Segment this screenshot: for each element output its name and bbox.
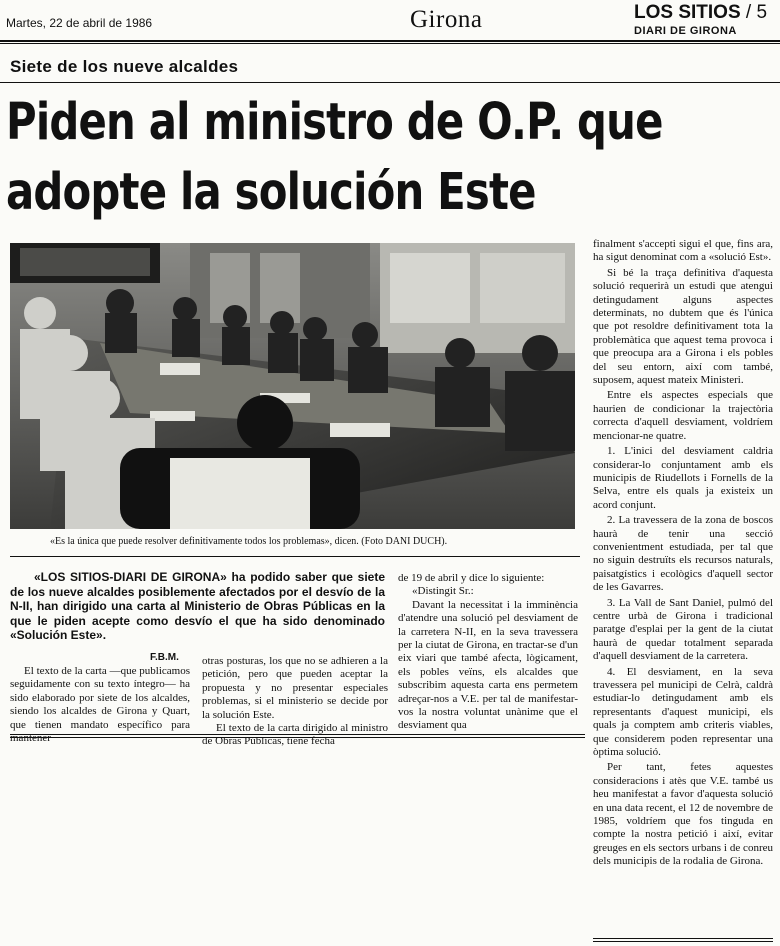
article-lead bbox=[10, 570, 385, 643]
masthead-subtitle: DIARI DE GIRONA bbox=[634, 25, 737, 37]
text-column-3 bbox=[398, 572, 578, 733]
photo-caption: «Es la única que puede resolver definitivamente todos los problemas», dicen. (Foto DANI DUCH). bbox=[50, 536, 448, 547]
article-byline: F.B.M. bbox=[150, 652, 179, 663]
masthead-name: LOS SITIOS bbox=[634, 2, 741, 23]
column-4-paragraph-4: 1. L'inici del desviament caldria considerar-lo conjuntament amb els municipis de Riudellots i Fornells de la Selva, entre els quals ja existeix un acord conjunt. bbox=[593, 445, 773, 511]
newspaper-masthead bbox=[634, 3, 767, 22]
section-title: Girona bbox=[410, 6, 483, 33]
column-4-paragraph-6: 3. La Vall de Sant Daniel, pulmó del centre urbà de Girona i tradicional paratge d'esplai per la gent de la ciutat haurà de quedar totalment separada d'aquell desviament de la carretera. bbox=[593, 596, 773, 663]
article-end-rule-2 bbox=[10, 737, 585, 738]
column-3-paragraph-3: Davant la necessitat i la imminència d'atendre una solució pel desviament de la carretera N-II, en la seva travessera per la ciutat de Girona, en tractar-se d'un eix viari que també afecta, lògicament, els pobles veïns, els alcaldes que subscribim aquesta carta ens permetem adreçar-nos a V.E. per tal de manifestar-vos la nostra voluntat unànime que el desviament qua bbox=[398, 598, 578, 732]
column-4-paragraph-1: finalment s'accepti sigui el que, fins ara, ha sigut denominat com a «solució Est». bbox=[593, 238, 773, 264]
meeting-photo-illustration bbox=[10, 243, 575, 529]
meeting-photo bbox=[10, 243, 575, 529]
column-3-paragraph-2: «Distingit Sr.: bbox=[412, 585, 474, 598]
column-3-paragraph-1: de 19 de abril y dice lo siguiente: bbox=[398, 572, 545, 584]
column-end-rule-2 bbox=[593, 941, 773, 942]
column-2-paragraph-1: otras posturas, los que no se adhieren a la petición, pero que pueden aceptar la propuesta y no presentar especiales problemas, si el ministerio se decide por la solución Este. bbox=[202, 655, 388, 721]
column-end-rule bbox=[593, 938, 773, 939]
column-1-paragraph: El texto de la carta —que publicamos seguidamente con su texto íntegro— ha sido elaborado por siete de los alcaldes, siendo los alcaldes de Girona y Quart, que tienen mandato específico para mantener bbox=[10, 665, 190, 745]
column-4-paragraph-3: Entre els aspectes especials que haurien de condicionar la trajectòria correcta d'aquell desviament, voldríem mencionar-ne quatre. bbox=[593, 389, 773, 442]
column-4-paragraph-2: Si bé la traça definitiva d'aquesta solució requerirà un estudi que atengui detingudament alguns aspectes determinats, no dubtem que és l'única que pot resoldre definitivament tota la problemàtica que aquest tema provoca i que preocupa ara a Girona i els pobles del seu entorn, així com també, suposem, aquest mateix Ministeri. bbox=[593, 266, 773, 387]
headline-line-2: adopte la solución Este bbox=[6, 163, 536, 222]
column-4-paragraph-5: 2. La travessera de la zona de boscos haurà de tenir una secció convenientment estudiada, per tal que no siguin destruïts els recursos naturals, paisatgístics i ecològics d'aquell sector de les Gavarres. bbox=[593, 514, 773, 594]
article-kicker: Siete de los nueve alcaldes bbox=[10, 57, 239, 76]
headline-line-1: Piden al ministro de O.P. que bbox=[6, 93, 663, 152]
issue-date: Martes, 22 de abril de 1986 bbox=[6, 16, 153, 30]
article-headline bbox=[6, 88, 663, 228]
column-4-paragraph-7: 4. El desviament, en la seva travessera pel municipi de Celrà, caldrà estudiar-lo detingudament amb els representants d'aquest municipi, els quals ja comptem amb criteris viables, que considerem poden representar una òptima solució. bbox=[593, 665, 773, 759]
column-2-paragraph-2: El texto de la carta dirigido al ministro de Obras Públicas, tiene fecha bbox=[202, 722, 388, 748]
kicker-rule bbox=[0, 82, 780, 83]
lead-paragraph: «LOS SITIOS-DIARI DE GIRONA» ha podido saber que siete de los nueve alcaldes posiblemente afectados por el desvío de la N-II, han dirigido una carta al Ministerio de Obras Públicas en la que le piden acepte como desvío el que ha sido denominado «Solución Este». bbox=[10, 570, 385, 643]
header-rule bbox=[0, 40, 780, 42]
header-rule-thin bbox=[0, 43, 780, 44]
text-column-4 bbox=[593, 238, 773, 871]
caption-rule bbox=[10, 556, 580, 557]
column-4-paragraph-8: Per tant, fetes aquestes consideracions i atès que V.E. també us heu manifestat a favor d'aquesta solució en una data recent, el 12 de novembre de 1985, voldríem que fos tinguda en compte la nostra petició i així, evitar greuges en els sectors urbans i de conreu dels municipis de la rodalia de Girona. bbox=[593, 761, 773, 868]
page-number: / 5 bbox=[745, 2, 768, 23]
article-end-rule bbox=[10, 734, 585, 735]
